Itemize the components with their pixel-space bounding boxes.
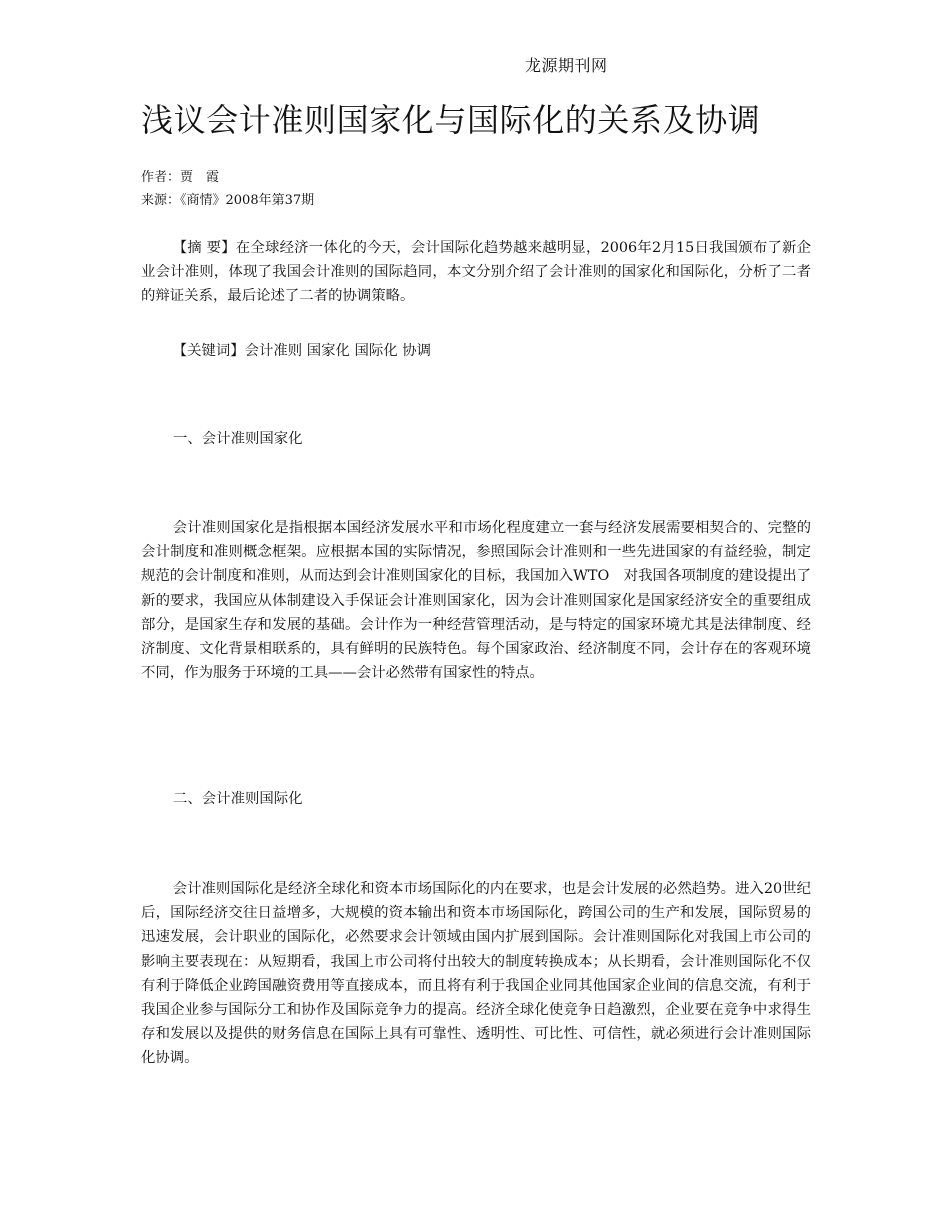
keywords-line: 【关键词】会计准则 国家化 国际化 协调: [172, 343, 432, 359]
section-body-international: 会计准则国际化是经济全球化和资本市场国际化的内在要求，也是会计发展的必然趋势。进入20世纪后，国际经济交往日益增多，大规模的资本输出和资本市场国际化，跨国公司的生产和发展，国际贸易的迅速发展，会计职业的国际化，必然要求会计领域由国内扩展到国际。会计准则国际化对我国上市公司的影响主要表现在：从短期看，我国上市公司将付出较大的制度转换成本；从长期看，会计准则国际化不仅有利于降低企业跨国融资费用等直接成本，而且将有利于我国企业同其他国家企业间的信息交流，有利于我国企业参与国际分工和协作及国际竞争力的提高。经济全球化使竞争日趋激烈，企业要在竞争中求得生存和发展以及提供的财务信息在国际上具有可靠性、透明性、可比性、可信性，就必须进行会计准则国际化协调。: [141, 881, 811, 1067]
section-heading-international: 二、会计准则国际化: [173, 791, 303, 807]
abstract-paragraph: 【摘 要】在全球经济一体化的今天，会计国际化趋势越来越明显，2006年2月15日我国颁布了新企业会计准则，体现了我国会计准则的国际趋同，本文分别介绍了会计准则的国家化和国际化，分析了二者的辩证关系，最后论述了二者的协调策略。: [141, 240, 811, 305]
section-heading-national: 一、会计准则国家化: [173, 431, 303, 447]
section-body-national: 会计准则国家化是指根据本国经济发展水平和市场化程度建立一套与经济发展需要相契合的、完整的会计制度和准则概念框架。应根据本国的实际情况，参照国际会计准则和一些先进国家的有益经验，制定规范的会计制度和准则，从而达到会计准则国家化的目标，我国加入WTO 对我国各项制度的建设提出了新的要求，我国应从体制建设入手保证会计准则国家化，因为会计准则国家化是国家经济安全的重要组成部分，是国家生存和发展的基础。会计作为一种经营管理活动，是与特定的国家环境尤其是法律制度、经济制度、文化背景相联系的，具有鲜明的民族特色。每个国家政治、经济制度不同，会计存在的客观环境不同，作为服务于环境的工具——会计必然带有国家性的特点。: [141, 520, 811, 682]
article-title: 浅议会计准则国家化与国际化的关系及协调: [141, 101, 761, 139]
source-line: 来源：《商情》2008年第37期: [141, 193, 315, 208]
site-name: 龙源期刊网: [525, 56, 608, 75]
author-line: 作者：贾 霞: [141, 170, 220, 185]
